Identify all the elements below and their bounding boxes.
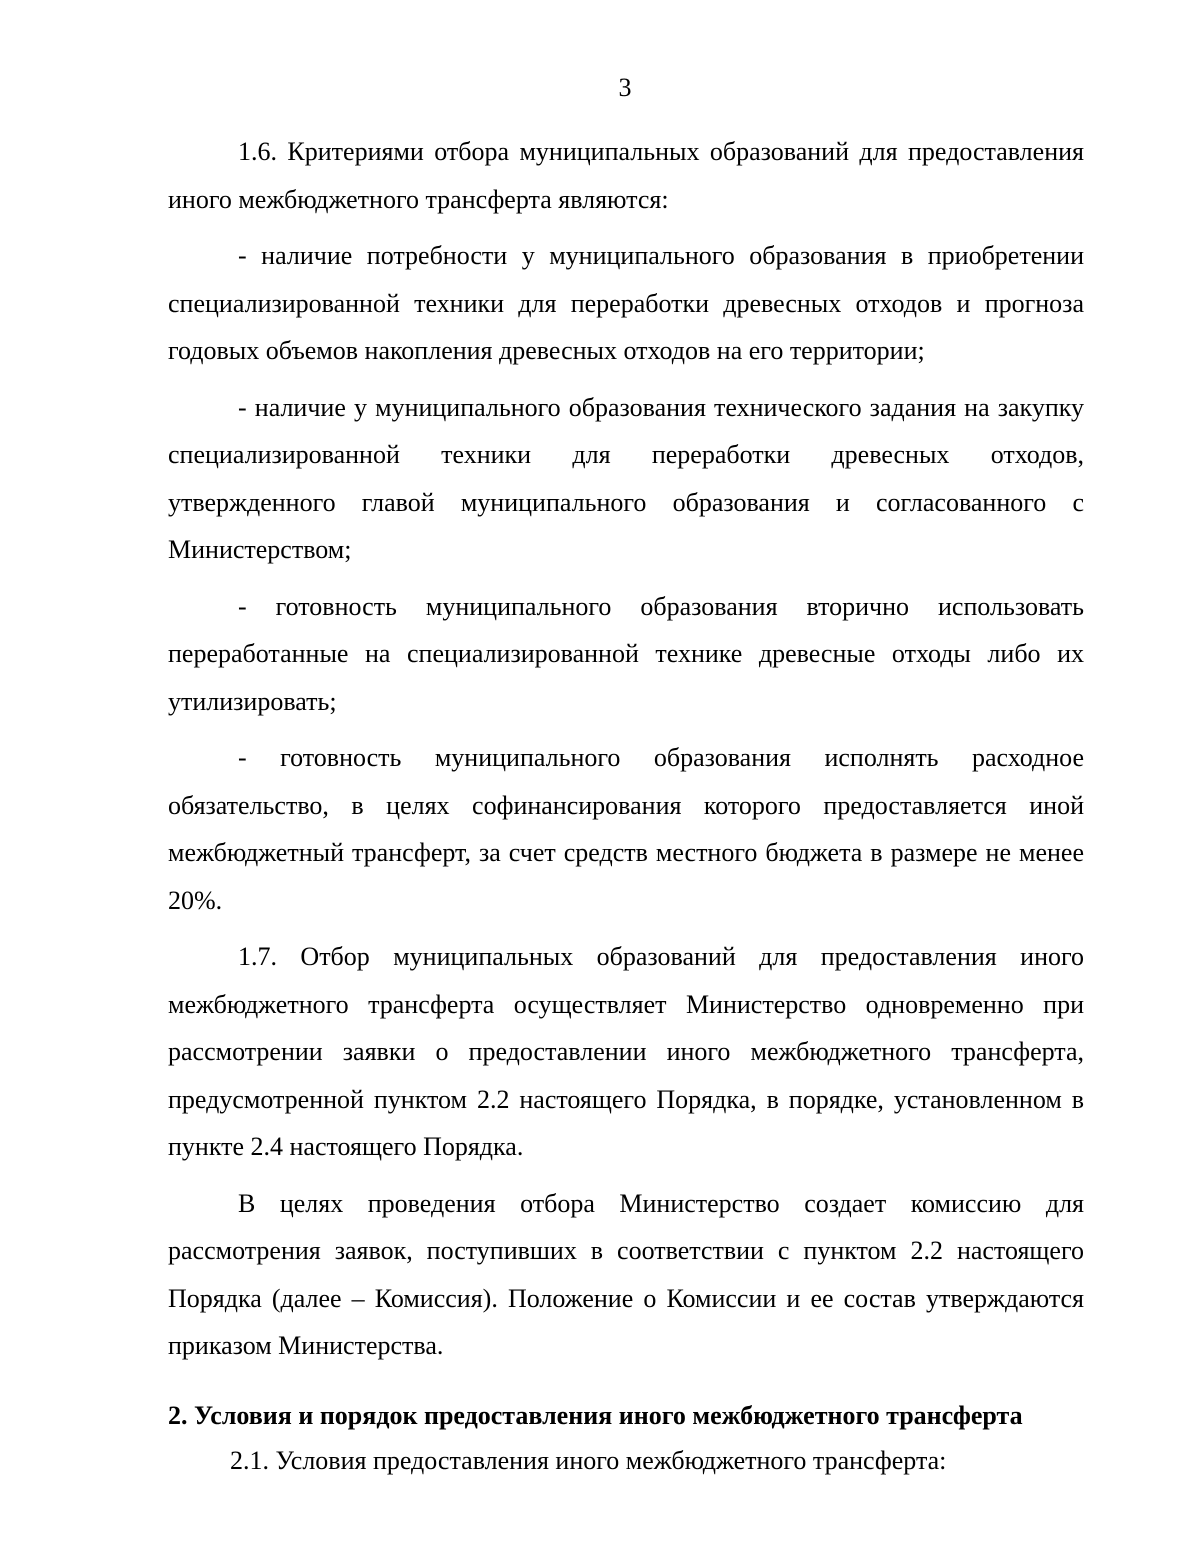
section-2-heading: 2. Условия и порядок предоставления иного межбюджетного трансферта <box>168 1400 1023 1430</box>
paragraph-commission: В целях проведения отбора Министерство создает комиссию для рассмотрения заявок, поступивших в соответствии с пунктом 2.2 настоящего Порядка (далее – Комиссия). Положение о Комиссии и ее состав утверждаются приказом Министерства. <box>168 1188 1084 1360</box>
paragraph-1-6: 1.6. Критериями отбора муниципальных образований для предоставления иного межбюджетного трансферта являются: <box>168 137 1084 214</box>
document-body <box>168 128 1084 1483</box>
page-number: 3 <box>618 73 632 102</box>
criterion-reuse: - готовность муниципального образования вторично использовать переработанные на специализированной технике древесные отходы либо их утилизировать; <box>168 591 1084 716</box>
criterion-technical-task: - наличие у муниципального образования технического задания на закупку специализированной техники для переработки древесных отходов, утвержденного главой муниципального образования и согласованного с Министерством; <box>168 392 1084 564</box>
paragraph-2-1: 2.1. Условия предоставления иного межбюджетного трансферта: <box>230 1446 947 1475</box>
paragraph-1-7: 1.7. Отбор муниципальных образований для предоставления иного межбюджетного трансферта осуществляет Министерство одновременно при рассмотрении заявки о предоставлении иного межбюджетного трансферта, предусмотренной пунктом 2.2 настоящего Порядка, в порядке, установленном в пункте 2.4 настоящего Порядка. <box>168 942 1084 1161</box>
criterion-need: - наличие потребности у муниципального образования в приобретении специализированной техники для переработки древесных отходов и прогноза годовых объемов накопления древесных отходов на его территории; <box>168 241 1084 365</box>
criterion-cofinancing: - готовность муниципального образования исполнять расходное обязательство, в целях софинансирования которого предоставляется иной межбюджетный трансферт, за счет средств местного бюджета в размере не менее 20%. <box>168 743 1084 915</box>
